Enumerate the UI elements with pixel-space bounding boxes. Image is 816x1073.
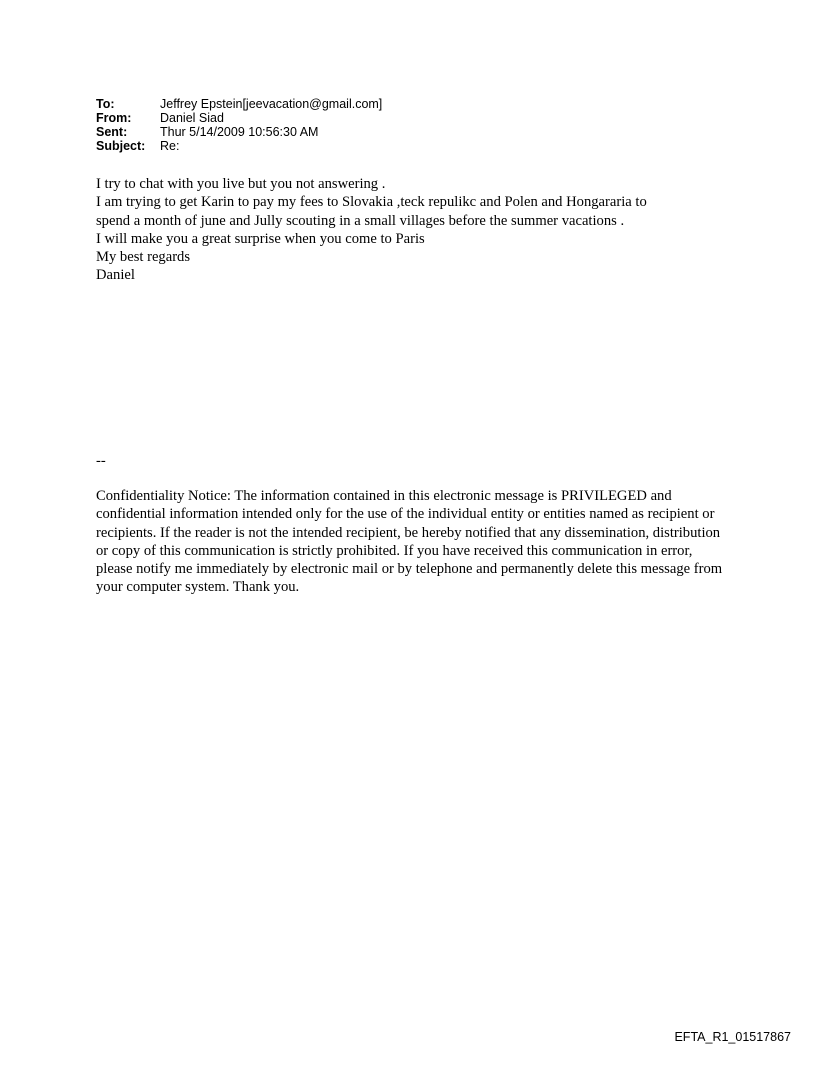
sent-label: Sent: <box>96 125 128 139</box>
body-line: My best regards <box>96 249 191 266</box>
body-line: I will make you a great surprise when you come to Paris <box>96 230 425 247</box>
confidentiality-notice: Confidentiality Notice: The information contained in this electronic message is PRIVILEGED and confidential information intended only for the use of the individual entity or entities named as recipient or recipients. If the reader is not the intended recipient, be hereby notified that any dissemination, distribution or copy of this communication is strictly prohibited. If you have received this communication in error, please notify me immediately by electronic mail or by telephone and permanently delete this message from your computer system. Thank you. <box>96 488 723 596</box>
sent-value: Thur 5/14/2009 10:56:30 AM <box>160 125 319 139</box>
body-line: I am trying to get Karin to pay my fees to Slovakia ,teck repulikc and Polen and Hongararia to <box>96 194 647 211</box>
signature-separator: -- <box>96 453 106 469</box>
body-line: I try to chat with you live but you not answering . <box>96 176 386 192</box>
from-row <box>96 111 382 125</box>
to-row <box>96 97 382 111</box>
body-line: spend a month of june and Jully scouting in a small villages before the summer vacations . <box>96 212 625 229</box>
email-body <box>96 175 736 285</box>
email-header <box>96 97 382 153</box>
from-label: From: <box>96 111 132 125</box>
document-id: EFTA_R1_01517867 <box>674 1030 791 1044</box>
body-line: Daniel <box>96 267 135 284</box>
subject-label: Subject: <box>96 139 146 153</box>
subject-value: Re: <box>160 139 180 153</box>
from-value: Daniel Siad <box>160 111 224 125</box>
sent-row <box>96 125 382 139</box>
to-label: To: <box>96 97 115 111</box>
subject-row <box>96 139 382 153</box>
to-value: Jeffrey Epstein[jeevacation@gmail.com] <box>160 97 383 111</box>
